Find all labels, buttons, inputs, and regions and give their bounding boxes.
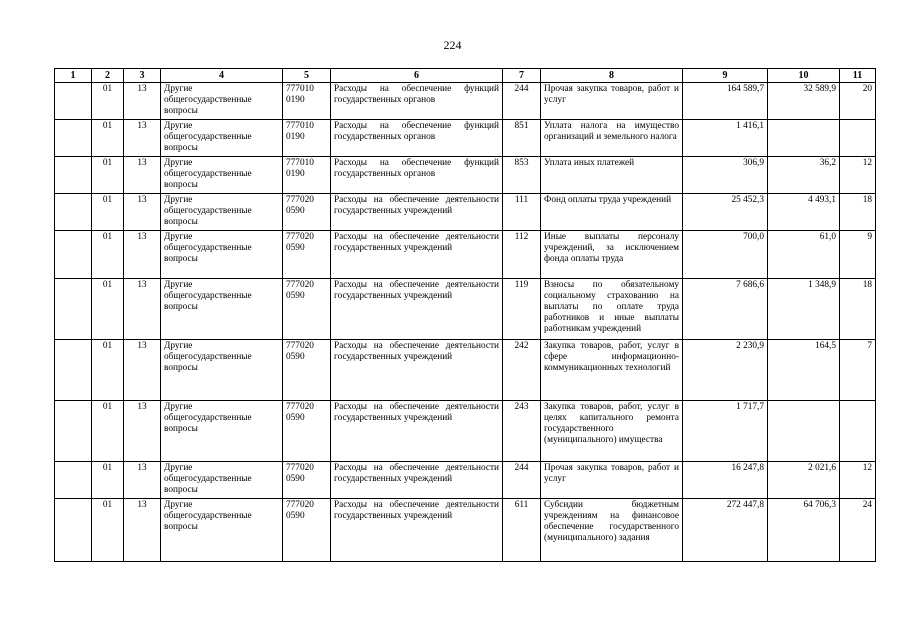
- page-number: 224: [443, 38, 462, 52]
- column-header: 11: [840, 69, 876, 83]
- cell-article-name: Расходы на обеспечение функций государственных органов: [331, 120, 503, 157]
- table-row: [55, 120, 876, 157]
- cell-section-code: 01: [92, 231, 124, 279]
- cell-subsection-name: Другие общегосударственные вопросы: [161, 499, 283, 562]
- cell-percent-executed: 18: [840, 279, 876, 340]
- table-row: [55, 340, 876, 401]
- table-header-row: [55, 69, 876, 83]
- cell-subsection-name: Другие общегосударственные вопросы: [161, 340, 283, 401]
- cell-amount-executed: 1 348,9: [768, 279, 840, 340]
- cell-amount-executed: [768, 120, 840, 157]
- cell-article-name: Расходы на обеспечение функций государственных органов: [331, 83, 503, 120]
- cell-article-name: Расходы на обеспечение деятельности государственных учреждений: [331, 279, 503, 340]
- cell-target-article: 777020 0590: [283, 462, 331, 499]
- cell-subsection-name: Другие общегосударственные вопросы: [161, 194, 283, 231]
- cell-expense-type-name: Закупка товаров, работ, услуг в сфере информационно-коммуникационных технологий: [541, 340, 683, 401]
- cell-target-article: 777020 0590: [283, 231, 331, 279]
- cell-expense-type-code: 112: [503, 231, 541, 279]
- table-row: [55, 279, 876, 340]
- table-row: [55, 462, 876, 499]
- cell-expense-type-name: Уплата налога на имущество организаций и земельного налога: [541, 120, 683, 157]
- cell-subsection-code: 13: [124, 401, 161, 462]
- cell-amount-plan: 306,9: [683, 157, 768, 194]
- cell-expense-type-name: Прочая закупка товаров, работ и услуг: [541, 83, 683, 120]
- table-row: [55, 499, 876, 562]
- cell-row-number: [55, 499, 92, 562]
- cell-section-code: 01: [92, 120, 124, 157]
- cell-expense-type-name: Прочая закупка товаров, работ и услуг: [541, 462, 683, 499]
- cell-subsection-code: 13: [124, 157, 161, 194]
- cell-percent-executed: 7: [840, 340, 876, 401]
- cell-subsection-code: 13: [124, 120, 161, 157]
- cell-percent-executed: [840, 120, 876, 157]
- cell-amount-executed: [768, 401, 840, 462]
- cell-target-article: 777020 0590: [283, 499, 331, 562]
- cell-subsection-code: 13: [124, 231, 161, 279]
- cell-subsection-name: Другие общегосударственные вопросы: [161, 120, 283, 157]
- cell-article-name: Расходы на обеспечение деятельности государственных учреждений: [331, 499, 503, 562]
- cell-percent-executed: [840, 401, 876, 462]
- cell-expense-type-code: 242: [503, 340, 541, 401]
- cell-article-name: Расходы на обеспечение деятельности государственных учреждений: [331, 401, 503, 462]
- cell-subsection-code: 13: [124, 279, 161, 340]
- table-row: [55, 401, 876, 462]
- cell-target-article: 777010 0190: [283, 157, 331, 194]
- cell-row-number: [55, 231, 92, 279]
- cell-row-number: [55, 157, 92, 194]
- column-header: 2: [92, 69, 124, 83]
- column-header: 4: [161, 69, 283, 83]
- cell-subsection-code: 13: [124, 340, 161, 401]
- cell-amount-plan: 272 447,8: [683, 499, 768, 562]
- cell-amount-plan: 1 717,7: [683, 401, 768, 462]
- cell-row-number: [55, 462, 92, 499]
- cell-expense-type-code: 853: [503, 157, 541, 194]
- cell-expense-type-code: 611: [503, 499, 541, 562]
- table-row: [55, 157, 876, 194]
- cell-target-article: 777020 0590: [283, 279, 331, 340]
- column-header: 5: [283, 69, 331, 83]
- cell-expense-type-code: 111: [503, 194, 541, 231]
- cell-article-name: Расходы на обеспечение функций государственных органов: [331, 157, 503, 194]
- cell-expense-type-name: Субсидии бюджетным учреждениям на финансовое обеспечение государственного (муниципального) задания: [541, 499, 683, 562]
- cell-subsection-code: 13: [124, 499, 161, 562]
- column-header: 10: [768, 69, 840, 83]
- cell-amount-executed: 2 021,6: [768, 462, 840, 499]
- cell-amount-executed: 61,0: [768, 231, 840, 279]
- cell-amount-executed: 4 493,1: [768, 194, 840, 231]
- cell-expense-type-code: 243: [503, 401, 541, 462]
- cell-percent-executed: 24: [840, 499, 876, 562]
- cell-row-number: [55, 340, 92, 401]
- cell-article-name: Расходы на обеспечение деятельности государственных учреждений: [331, 194, 503, 231]
- cell-section-code: 01: [92, 194, 124, 231]
- cell-subsection-name: Другие общегосударственные вопросы: [161, 83, 283, 120]
- cell-expense-type-name: Уплата иных платежей: [541, 157, 683, 194]
- cell-expense-type-name: Взносы по обязательному социальному страхованию на выплаты по оплате труда работников и иные выплаты работникам учреждений: [541, 279, 683, 340]
- cell-amount-plan: 164 589,7: [683, 83, 768, 120]
- cell-row-number: [55, 120, 92, 157]
- cell-target-article: 777020 0590: [283, 401, 331, 462]
- cell-expense-type-name: Фонд оплаты труда учреждений: [541, 194, 683, 231]
- cell-target-article: 777020 0590: [283, 340, 331, 401]
- column-header: 3: [124, 69, 161, 83]
- cell-article-name: Расходы на обеспечение деятельности государственных учреждений: [331, 231, 503, 279]
- budget-table: [54, 68, 876, 562]
- cell-expense-type-code: 244: [503, 83, 541, 120]
- cell-amount-plan: 2 230,9: [683, 340, 768, 401]
- cell-amount-plan: 700,0: [683, 231, 768, 279]
- cell-section-code: 01: [92, 157, 124, 194]
- cell-section-code: 01: [92, 279, 124, 340]
- cell-percent-executed: 12: [840, 462, 876, 499]
- cell-expense-type-code: 244: [503, 462, 541, 499]
- cell-expense-type-name: Иные выплаты персоналу учреждений, за исключением фонда оплаты труда: [541, 231, 683, 279]
- cell-row-number: [55, 83, 92, 120]
- cell-row-number: [55, 194, 92, 231]
- column-header: 8: [541, 69, 683, 83]
- cell-subsection-name: Другие общегосударственные вопросы: [161, 231, 283, 279]
- cell-expense-type-code: 119: [503, 279, 541, 340]
- cell-amount-plan: 16 247,8: [683, 462, 768, 499]
- cell-article-name: Расходы на обеспечение деятельности государственных учреждений: [331, 340, 503, 401]
- cell-target-article: 777010 0190: [283, 83, 331, 120]
- cell-row-number: [55, 279, 92, 340]
- cell-section-code: 01: [92, 83, 124, 120]
- cell-amount-plan: 25 452,3: [683, 194, 768, 231]
- table-row: [55, 194, 876, 231]
- cell-expense-type-name: Закупка товаров, работ, услуг в целях капитального ремонта государственного (муниципального) имущества: [541, 401, 683, 462]
- cell-subsection-name: Другие общегосударственные вопросы: [161, 462, 283, 499]
- cell-percent-executed: 20: [840, 83, 876, 120]
- cell-amount-executed: 164,5: [768, 340, 840, 401]
- cell-amount-executed: 64 706,3: [768, 499, 840, 562]
- cell-expense-type-code: 851: [503, 120, 541, 157]
- cell-section-code: 01: [92, 462, 124, 499]
- cell-article-name: Расходы на обеспечение деятельности государственных учреждений: [331, 462, 503, 499]
- cell-amount-executed: 36,2: [768, 157, 840, 194]
- cell-percent-executed: 9: [840, 231, 876, 279]
- table-row: [55, 231, 876, 279]
- table-row: [55, 83, 876, 120]
- column-header: 9: [683, 69, 768, 83]
- cell-subsection-code: 13: [124, 194, 161, 231]
- cell-section-code: 01: [92, 499, 124, 562]
- column-header: 6: [331, 69, 503, 83]
- cell-target-article: 777010 0190: [283, 120, 331, 157]
- cell-section-code: 01: [92, 401, 124, 462]
- column-header: 7: [503, 69, 541, 83]
- cell-amount-plan: 1 416,1: [683, 120, 768, 157]
- cell-subsection-code: 13: [124, 462, 161, 499]
- column-header: 1: [55, 69, 92, 83]
- cell-percent-executed: 12: [840, 157, 876, 194]
- cell-subsection-code: 13: [124, 83, 161, 120]
- cell-amount-plan: 7 686,6: [683, 279, 768, 340]
- cell-target-article: 777020 0590: [283, 194, 331, 231]
- cell-section-code: 01: [92, 340, 124, 401]
- cell-row-number: [55, 401, 92, 462]
- cell-subsection-name: Другие общегосударственные вопросы: [161, 401, 283, 462]
- cell-amount-executed: 32 589,9: [768, 83, 840, 120]
- cell-subsection-name: Другие общегосударственные вопросы: [161, 157, 283, 194]
- cell-percent-executed: 18: [840, 194, 876, 231]
- cell-subsection-name: Другие общегосударственные вопросы: [161, 279, 283, 340]
